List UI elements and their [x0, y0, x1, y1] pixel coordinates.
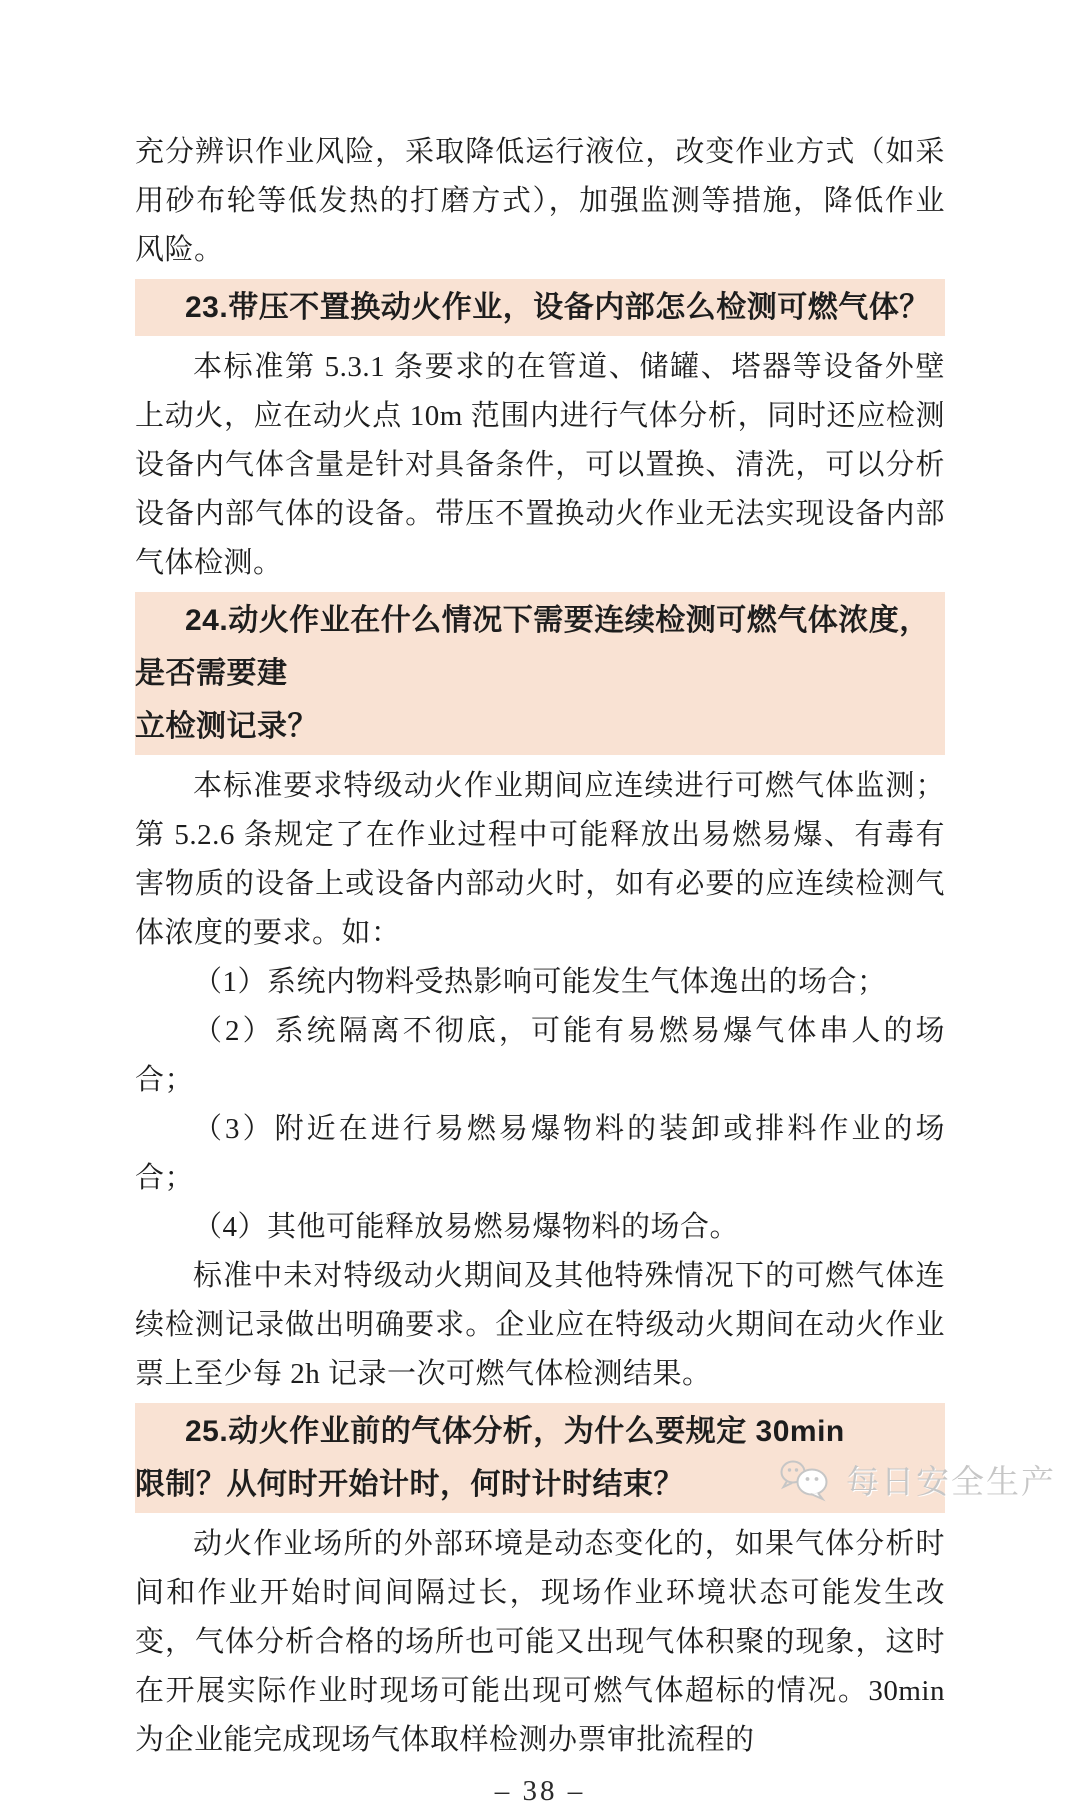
question-25-heading-line-2: 限制？从何时开始计时，何时计时结束？	[135, 1468, 684, 1501]
question-25-heading-line-1: 25.动火作业前的气体分析，为什么要规定 30min	[185, 1415, 845, 1448]
answer-24-paragraph: 本标准要求特级动火作业期间应连续进行可燃气体监测；第 5.2.6 条规定了在作业过程中可能释放出易燃易爆、有毒有害物质的设备上或设备内部动火时，如有必要的应连续检测气体浓度的要求。如：	[135, 770, 945, 949]
question-24-heading	[135, 592, 945, 755]
intro-paragraph: 充分辨识作业风险，采取降低运行液位，改变作业方式（如采用砂布轮等低发热的打磨方式），加强监测等措施，降低作业风险。	[135, 136, 945, 266]
watermark	[778, 1456, 1056, 1503]
page-number: – 38 –	[494, 1775, 586, 1807]
answer-25-paragraph: 动火作业场所的外部环境是动态变化的，如果气体分析时间和作业开始时间间隔过长，现场作业环境状态可能发生改变，气体分析合格的场所也可能又出现气体积聚的现象，这时在开展实际作业时现场可能出现可燃气体超标的情况。30min 为企业能完成现场气体取样检测办票审批流程的	[135, 1528, 945, 1756]
watermark-text: 每日安全生产	[846, 1463, 1056, 1500]
answer-23-paragraph: 本标准第 5.3.1 条要求的在管道、储罐、塔器等设备外壁上动火，应在动火点 10m 范围内进行气体分析，同时还应检测设备内气体含量是针对具备条件，可以置换、清洗，可以分析设备内部气体的设备。带压不置换动火作业无法实现设备内部气体检测。	[135, 351, 945, 579]
answer-24-closing-paragraph: 标准中未对特级动火期间及其他特殊情况下的可燃气体连续检测记录做出明确要求。企业应在特级动火期间在动火作业票上至少每 2h 记录一次可燃气体检测结果。	[135, 1260, 945, 1390]
question-23-heading	[135, 279, 945, 336]
question-23-heading-line: 23.带压不置换动火作业，设备内部怎么检测可燃气体？	[185, 291, 930, 324]
answer-24-list-item-4: （4）其他可能释放易燃易爆物料的场合。	[193, 1211, 740, 1243]
answer-24-list-item-3: （3）附近在进行易燃易爆物料的装卸或排料作业的场合；	[135, 1113, 945, 1194]
answer-24-list-item-2: （2）系统隔离不彻底，可能有易燃易爆气体串人的场合；	[135, 1015, 945, 1096]
wechat-chat-bubbles-icon	[778, 1457, 836, 1503]
question-24-heading-line-1: 24.动火作业在什么情况下需要连续检测可燃气体浓度，是否需要建	[135, 604, 930, 690]
answer-24-list-item-1: （1）系统内物料受热影响可能发生气体逸出的场合；	[193, 966, 887, 998]
question-24-heading-line-2: 立检测记录？	[135, 710, 318, 743]
